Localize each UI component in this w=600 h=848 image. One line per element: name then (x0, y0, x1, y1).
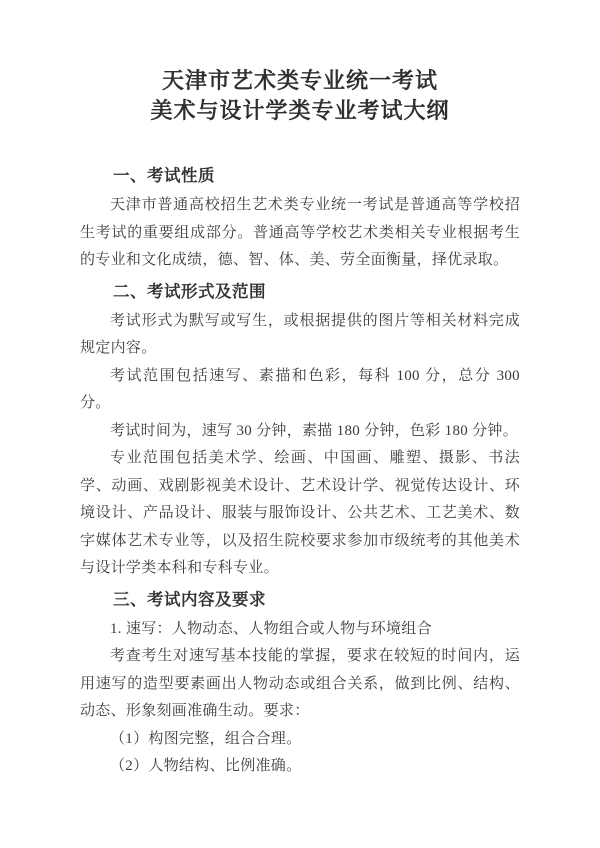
section-exam-content-requirements (80, 586, 520, 781)
paragraph-sketch-subject: 1. 速写：人物动态、人物组合或人物与环境组合 (110, 620, 432, 637)
section-heading-exam-form-scope: 二、考试形式及范围 (113, 281, 266, 301)
section-heading-exam-nature: 一、考试性质 (113, 166, 215, 185)
section-heading-exam-content-requirements: 三、考试内容及要求 (113, 589, 266, 609)
section-exam-form-scope (80, 278, 520, 583)
paragraph-exam-duration: 考试时间为，速写 30 分钟，素描 180 分钟，色彩 180 分钟。 (110, 422, 519, 439)
paragraph-exam-scope-scores: 考试范围包括速写、素描和色彩，每科 100 分，总分 300 分。 (80, 367, 520, 411)
paragraph-requirement-2: （2）人物结构、比例准确。 (110, 758, 302, 774)
paragraph-exam-form: 考试形式为默写或写生，或根据提供的图片等相关材料完成规定内容。 (80, 312, 520, 356)
paragraph-requirement-1: （1）构图完整，组合合理。 (110, 730, 302, 747)
section-exam-nature (80, 162, 520, 275)
document-title-line2: 美术与设计学类专业考试大纲 (150, 98, 450, 123)
document-title-line1: 天津市艺术类专业统一考试 (161, 68, 438, 93)
paragraph-major-scope: 专业范围包括美术学、绘画、中国画、雕塑、摄影、书法学、动画、戏剧影视美术设计、艺术设计学、视觉传达设计、环境设计、产品设计、服装与服饰设计、公共艺术、工艺美术、数字媒体艺术专业等，以及招生院校要求参加市级统考的其他美术与设计学类本科和专科专业。 (80, 450, 520, 576)
paragraph-exam-nature: 天津市普通高校招生艺术类专业统一考试是普通高等学校招生考试的重要组成部分。普通高等学校艺术类相关专业根据考生的专业和文化成绩，德、智、体、美、劳全面衡量，择优录取。 (80, 197, 520, 268)
document-title (80, 66, 520, 126)
paragraph-sketch-description: 考查考生对速写基本技能的掌握，要求在较短的时间内，运用速写的造型要素画出人物动态或组合关系，做到比例、结构、动态、形象刻画准确生动。要求： (80, 648, 520, 719)
